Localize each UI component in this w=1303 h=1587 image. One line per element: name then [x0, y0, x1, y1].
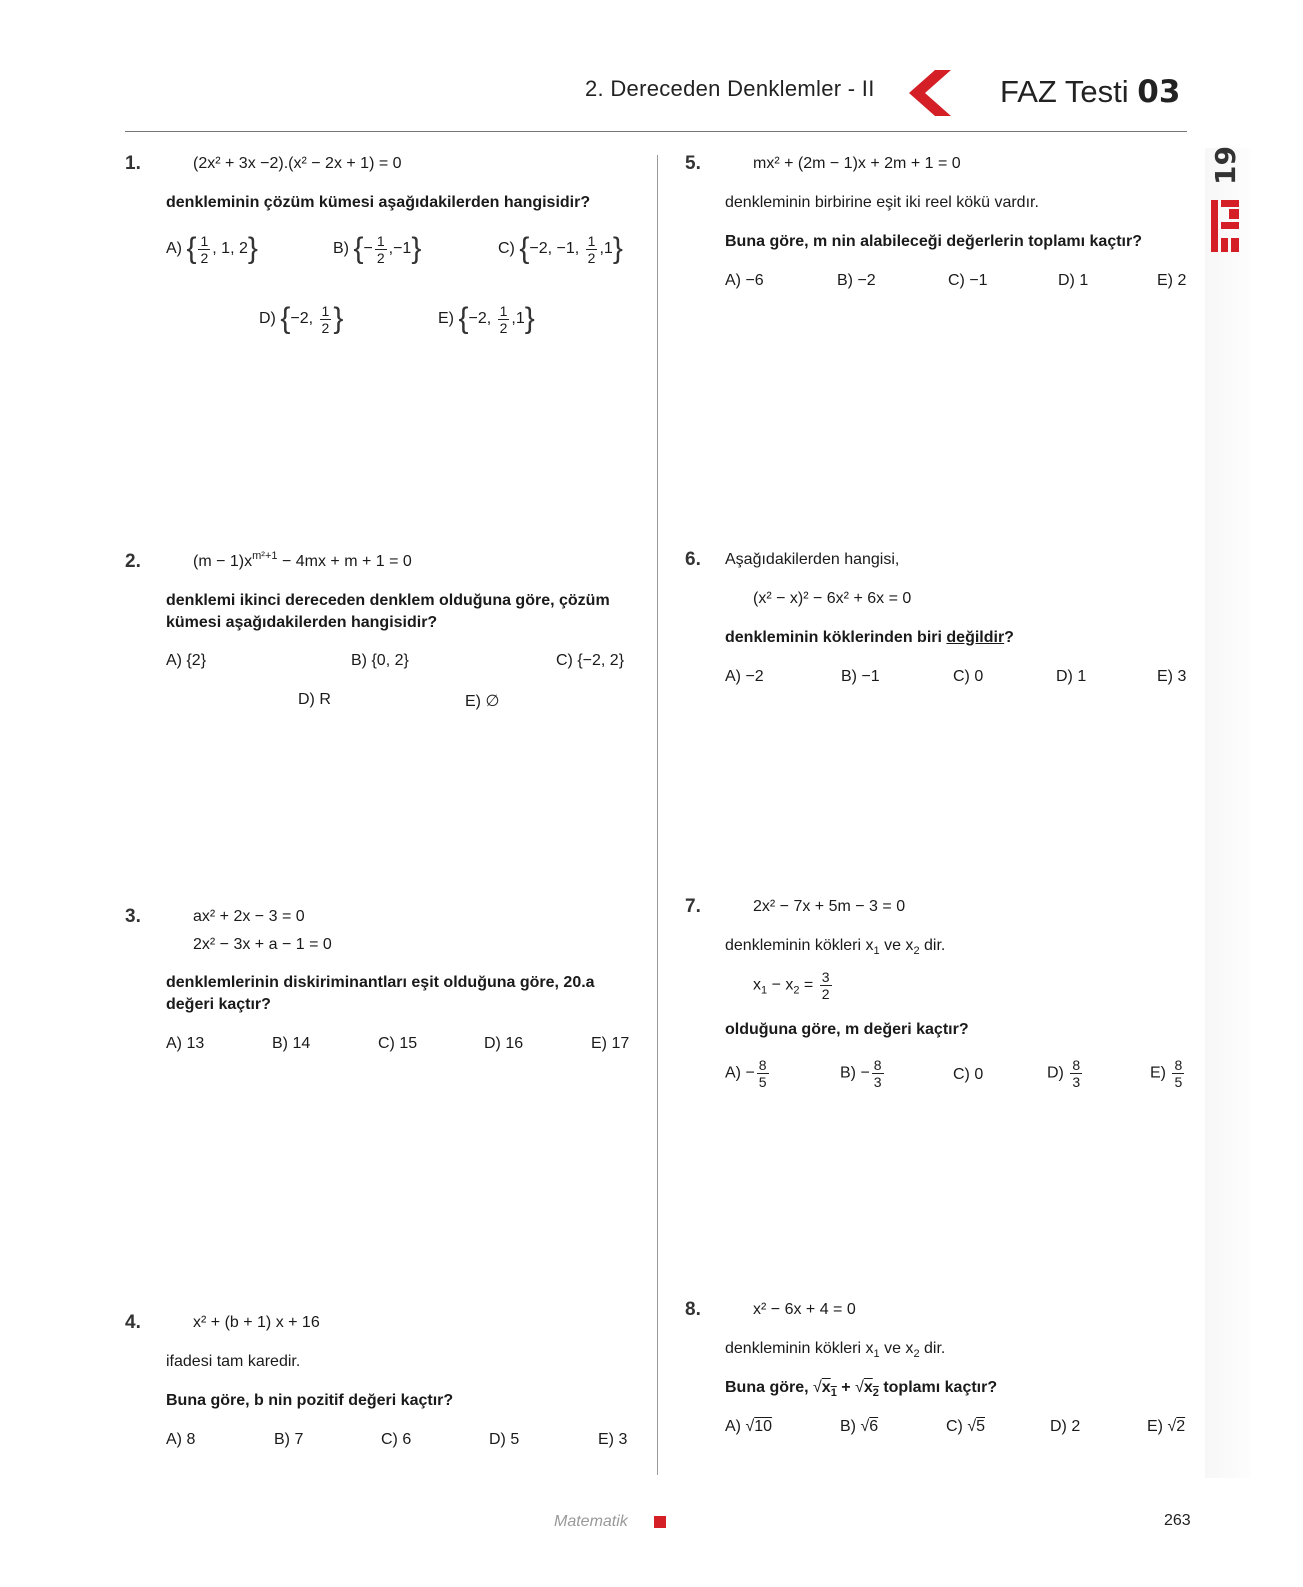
footer-square-icon: [654, 1516, 666, 1528]
question-3-equation-2: 2x² − 3x + a − 1 = 0: [193, 936, 332, 953]
fraction: $\frac{1}{2}$: [376, 232, 385, 266]
q8-option-e[interactable]: E) √2: [1147, 1418, 1186, 1435]
question-4-equation: x² + (b + 1) x + 16: [193, 1314, 320, 1331]
option-label: A) −: [725, 1064, 755, 1082]
q4-option-d[interactable]: D) 5: [489, 1431, 520, 1448]
brace-close: }: [612, 232, 623, 265]
footer-subject: Matematik: [554, 1513, 628, 1530]
question-3-equation-1: ax² + 2x − 3 = 0: [193, 908, 305, 925]
q8-option-a[interactable]: A) √10: [725, 1418, 773, 1435]
option-label: D): [259, 310, 276, 328]
section-title: 2. Dereceden Denklemler - II: [585, 76, 875, 101]
fraction: $\frac{1}{2}$: [587, 232, 596, 266]
option-value: 1: [515, 310, 525, 328]
brace-close: }: [247, 232, 258, 265]
option-label: B) −: [840, 1064, 870, 1082]
brace-open: {: [458, 302, 469, 335]
minus-sign: −: [363, 240, 373, 258]
fraction: $\frac{1}{2}$: [200, 232, 209, 266]
brace-open: {: [280, 302, 291, 335]
option-label: E): [438, 310, 454, 328]
side-tab-number: 19: [1209, 146, 1242, 185]
q6-option-a[interactable]: A) −2: [725, 668, 764, 685]
fraction: $\frac{8}{3}$: [1072, 1057, 1081, 1090]
question-2-prompt-line2: kümesi aşağıdakilerden hangisidir?: [166, 614, 438, 631]
column-divider: [657, 155, 658, 1475]
question-number: 8.: [685, 1299, 701, 1320]
question-number: 3.: [125, 906, 141, 927]
fraction: $\frac{8}{5}$: [1174, 1057, 1183, 1090]
question-3-prompt-line1: denklemlerinin diskiriminantları eşit olduğuna göre, 20.a: [166, 974, 595, 991]
option-label: A): [166, 240, 182, 258]
side-band: [1205, 148, 1251, 1478]
q5-option-e[interactable]: E) 2: [1157, 272, 1187, 289]
brace-close: }: [333, 302, 344, 335]
q5-option-b[interactable]: B) −2: [837, 272, 876, 289]
brace-open: {: [353, 232, 364, 265]
question-4-prompt: Buna göre, b nin pozitif değeri kaçtır?: [166, 1392, 454, 1409]
q6-option-c[interactable]: C) 0: [953, 668, 984, 685]
q1-option-b[interactable]: B) {− $\frac{1}{2}$ ,−1}: [333, 232, 422, 266]
option-label: B): [333, 240, 349, 258]
option-label: E): [1150, 1064, 1166, 1082]
option-value: −2,: [290, 310, 314, 328]
q5-option-d[interactable]: D) 1: [1058, 272, 1089, 289]
question-3-prompt-line2: değeri kaçtır?: [166, 996, 271, 1013]
q3-option-b[interactable]: B) 14: [272, 1035, 311, 1052]
brace-open: {: [519, 232, 530, 265]
fraction: $\frac{3}{2}$: [821, 969, 830, 1002]
q1-option-c[interactable]: C) {−2, −1, $\frac{1}{2}$ ,1}: [498, 232, 623, 266]
q6-option-d[interactable]: D) 1: [1056, 668, 1087, 685]
q3-option-d[interactable]: D) 16: [484, 1035, 524, 1052]
q8-option-b[interactable]: B) √6: [840, 1418, 879, 1435]
test-title: [1000, 74, 1180, 110]
question-number: 1.: [125, 153, 141, 174]
q3-option-c[interactable]: C) 15: [378, 1035, 418, 1052]
option-value: 1, 2: [221, 240, 248, 258]
q8-option-d[interactable]: D) 2: [1050, 1418, 1081, 1435]
question-1-prompt: denkleminin çözüm kümesi aşağıdakilerden hangisidir?: [166, 194, 591, 211]
option-value: −1: [393, 240, 412, 258]
brace-open: {: [186, 232, 197, 265]
fraction: $\frac{1}{2}$: [321, 302, 330, 336]
question-number: 2.: [125, 551, 141, 572]
question-6-prompt: denkleminin köklerinden biri değildir?: [725, 629, 1014, 646]
question-8-equation: x² − 6x + 4 = 0: [753, 1301, 856, 1318]
q7-option-a[interactable]: [725, 1057, 771, 1090]
question-number: 4.: [125, 1312, 141, 1333]
q7-option-c[interactable]: C) 0: [953, 1066, 984, 1083]
chevron-left-icon: [905, 70, 953, 116]
q6-option-e[interactable]: E) 3: [1157, 668, 1187, 685]
q5-option-c[interactable]: C) −1: [948, 272, 988, 289]
option-value: −2,: [468, 310, 492, 328]
fraction: $\frac{1}{2}$: [499, 302, 508, 336]
q4-option-e[interactable]: E) 3: [598, 1431, 628, 1448]
question-2-prompt-line1: denklemi ikinci dereceden denklem olduğuna göre, çözüm: [166, 592, 610, 609]
q2-option-a[interactable]: A) {2}: [166, 652, 207, 669]
q2-option-c[interactable]: C) {−2, 2}: [556, 652, 625, 669]
question-5-equation: mx² + (2m − 1)x + 2m + 1 = 0: [753, 155, 961, 172]
question-number: 7.: [685, 896, 701, 917]
q3-option-a[interactable]: A) 13: [166, 1035, 205, 1052]
q3-option-e[interactable]: E) 17: [591, 1035, 630, 1052]
question-8-prompt: Buna göre, $√x_1 + √x_2$ toplamı kaçtır?: [725, 1379, 998, 1399]
question-4-statement: ifadesi tam karedir.: [166, 1353, 301, 1370]
q1-option-e[interactable]: E) {−2, $\frac{1}{2}$ ,1}: [438, 302, 535, 336]
question-number: 6.: [685, 549, 701, 570]
question-2-equation: $(m - 1)x^{m^2+1} - 4mx + m + 1 = 0$: [193, 550, 412, 570]
q7-option-b[interactable]: [840, 1057, 886, 1090]
option-value: −2, −1,: [529, 240, 580, 258]
q4-option-a[interactable]: A) 8: [166, 1431, 196, 1448]
question-5-prompt: Buna göre, m nin alabileceği değerlerin toplamı kaçtır?: [725, 233, 1142, 250]
brace-close: }: [524, 302, 535, 335]
option-label: D): [1047, 1064, 1064, 1082]
question-7-prompt: olduğuna göre, m değeri kaçtır?: [725, 1021, 969, 1038]
q8-option-c[interactable]: C) √5: [946, 1418, 986, 1435]
option-value: 1: [603, 240, 613, 258]
q7-option-d[interactable]: [1047, 1057, 1084, 1090]
q1-option-d[interactable]: [259, 302, 343, 336]
q6-option-b[interactable]: B) −1: [841, 668, 880, 685]
q1-option-a[interactable]: A) { $\frac{1}{2}$ , 1, 2}: [166, 232, 258, 266]
question-6-intro: Aşağıdakilerden hangisi,: [725, 551, 900, 568]
q4-option-c[interactable]: C) 6: [381, 1431, 412, 1448]
question-1-equation: (2x² + 3x −2).(x² − 2x + 1) = 0: [193, 155, 402, 172]
brace-close: }: [411, 232, 422, 265]
q5-option-a[interactable]: A) −6: [725, 272, 764, 289]
q7-option-e[interactable]: [1150, 1057, 1186, 1090]
question-8-statement: denkleminin kökleri $x_1$ ve $x_2$ dir.: [725, 1340, 946, 1360]
header-divider: [125, 131, 1187, 132]
test-number: 03: [1137, 74, 1181, 110]
q4-option-b[interactable]: B) 7: [274, 1431, 304, 1448]
q2-option-b[interactable]: B) {0, 2}: [351, 652, 409, 669]
question-7-condition: $x_1 - x_2$ = $\frac{3}{2}$: [753, 969, 830, 1002]
question-5-statement: denkleminin birbirine eşit iki reel kökü vardır.: [725, 194, 1039, 211]
question-7-statement: denkleminin kökleri $x_1$ ve $x_2$ dir.: [725, 937, 946, 957]
page-number: 263: [1164, 1512, 1191, 1529]
fraction: $\frac{8}{5}$: [758, 1057, 767, 1090]
test-label: FAZ Testi: [1000, 74, 1129, 109]
faz-side-logo-icon: [1211, 198, 1241, 254]
question-6-equation: (x² − x)² − 6x² + 6x = 0: [753, 590, 912, 607]
fraction: $\frac{8}{3}$: [873, 1057, 882, 1090]
question-7-equation: 2x² − 7x + 5m − 3 = 0: [753, 898, 906, 915]
question-number: 5.: [685, 153, 701, 174]
option-label: C): [498, 240, 515, 258]
q2-option-e[interactable]: E) ∅: [465, 693, 500, 710]
q2-option-d[interactable]: D) R: [298, 691, 331, 708]
